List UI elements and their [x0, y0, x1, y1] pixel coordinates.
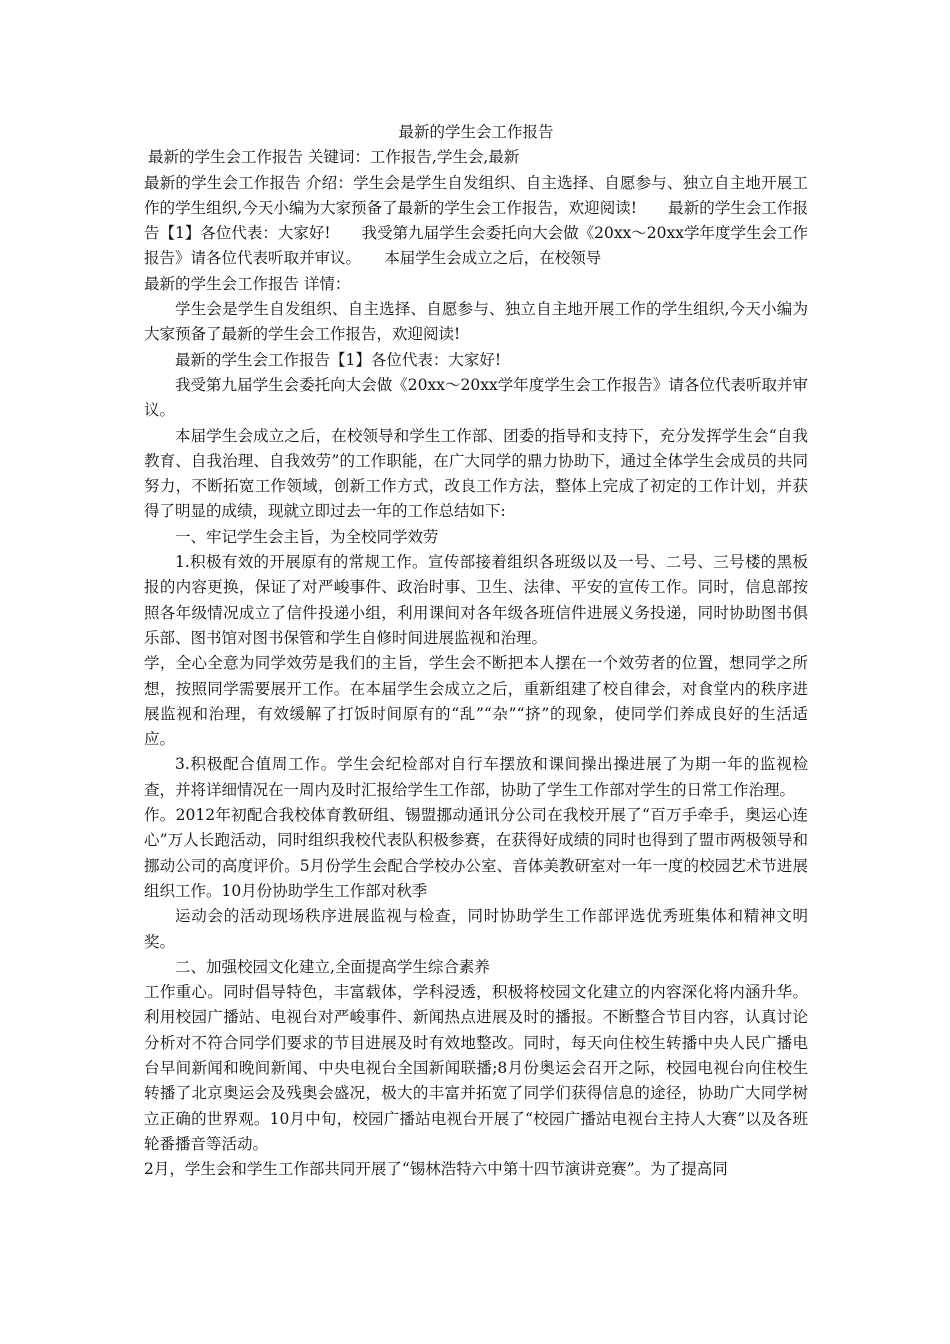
body-paragraph: 学生会是学生自发组织、自主选择、自愿参与、独立自主地开展工作的学生组织,今天小编为大家预备了最新的学生会工作报告，欢迎阅读!	[144, 300, 808, 344]
document-page	[144, 120, 808, 1182]
body-paragraph: 运动会的活动现场秩序进展监视与检查，同时协助学生工作部评选优秀班集体和精神文明奖。	[144, 907, 808, 951]
body-paragraph: 1.积极有效的开展原有的常规工作。宣传部接着组织各班级以及一号、二号、三号楼的黑板报的内容更换，保证了对严峻事件、政治时事、卫生、法律、平安的宣传工作。同时，信息部按照各年级情况成立了信件投递小组，利用课间对各年级各班信件进展义务投递，同时协助图书俱乐部、图书馆对图书保管和学生自修时间进展监视和治理。	[144, 553, 808, 647]
details-label: 最新的学生会工作报告 详情：	[144, 274, 351, 293]
document-title: 最新的学生会工作报告	[398, 123, 554, 141]
intro-paragraph: 最新的学生会工作报告 介绍：学生会是学生自发组织、自主选择、自愿参与、独立自主地开展工作的学生组织,今天小编为大家预备了最新的学生会工作报告，欢迎阅读! 最新的学生会工作报告【1】各位代表：大家好! 我受第九届学生会委托向大会做《20xx～20xx学年度学生会工作报告》请各位代表听取并审议。 本届学生会成立之后，在校领导	[144, 173, 809, 268]
section-heading: 一、牢记学生会主旨，为全校同学效劳	[175, 527, 439, 546]
body-paragraph: 本届学生会成立之后，在校领导和学生工作部、团委的指导和支持下，充分发挥学生会“自我教育、自我治理、自我效劳”的工作职能，在广大同学的鼎力协助下，通过全体学生会成员的共同努力，不断拓宽工作领域，创新工作方式，改良工作方法，整体上完成了初定的工作计划，并获得了明显的成绩，现就立即过去一年的工作总结如下:	[144, 426, 808, 521]
body-paragraph: 工作重心。同时倡导特色，丰富载体，学科浸透，积极将校园文化建立的内容深化将内涵升华。利用校园广播站、电视台对严峻事件、新闻热点进展及时的播报。不断整合节目内容，认真讨论分析对不符合同学们要求的节目进展及时有效地整改。同时，每天向住校生转播中央人民广播电台早间新闻和晚间新闻、中央电视台全国新闻联播;8月份奥运会召开之际，校园电视台向住校生转播了北京奥运会及残奥会盛况，极大的丰富并拓宽了同学们获得信息的途径，协助广大同学树立正确的世界观。10月中旬，校园广播站电视台开展了“校园广播站电视台主持人大赛”以及各班轮番播音等活动。	[144, 983, 808, 1153]
body-paragraph: 2月，学生会和学生工作部共同开展了“锡林浩特六中第十四节演讲竞赛”。为了提高同	[144, 1160, 728, 1179]
body-paragraph: 最新的学生会工作报告【1】各位代表：大家好!	[175, 350, 502, 369]
body-paragraph: 3.积极配合值周工作。学生会纪检部对自行车摆放和课间操出操进展了为期一年的监视检查，并将详细情况在一周内及时汇报给学生工作部，协助了学生工作部对学生的日常工作治理。	[144, 755, 808, 799]
keywords-line: 最新的学生会工作报告 关键词：工作报告,学生会,最新	[148, 148, 520, 167]
body-paragraph: 作。2012年初配合我校体育教研组、锡盟挪动通讯分公司在我校开展了“百万手牵手，奥运心连心”万人长跑活动，同时组织我校代表队积极参赛，在获得好成绩的同时也得到了盟市两极领导和挪动公司的高度评价。5月份学生会配合学校办公室、音体美教研室对一年一度的校园艺术节进展组织工作。10月份协助学生工作部对秋季	[144, 806, 808, 900]
section-heading: 二、加强校园文化建立,全面提高学生综合素养	[175, 957, 490, 976]
body-paragraph: 学，全心全意为同学效劳是我们的主旨，学生会不断把本人摆在一个效劳者的位置，想同学之所想，按照同学需要展开工作。在本届学生会成立之后，重新组建了校自律会，对食堂内的秩序进展监视和治理，有效缓解了打饭时间原有的“乱”“杂”“挤”的现象，使同学们养成良好的生活适应。	[144, 654, 808, 749]
body-paragraph: 我受第九届学生会委托向大会做《20xx～20xx学年度学生会工作报告》请各位代表听取并审议。	[144, 375, 808, 420]
